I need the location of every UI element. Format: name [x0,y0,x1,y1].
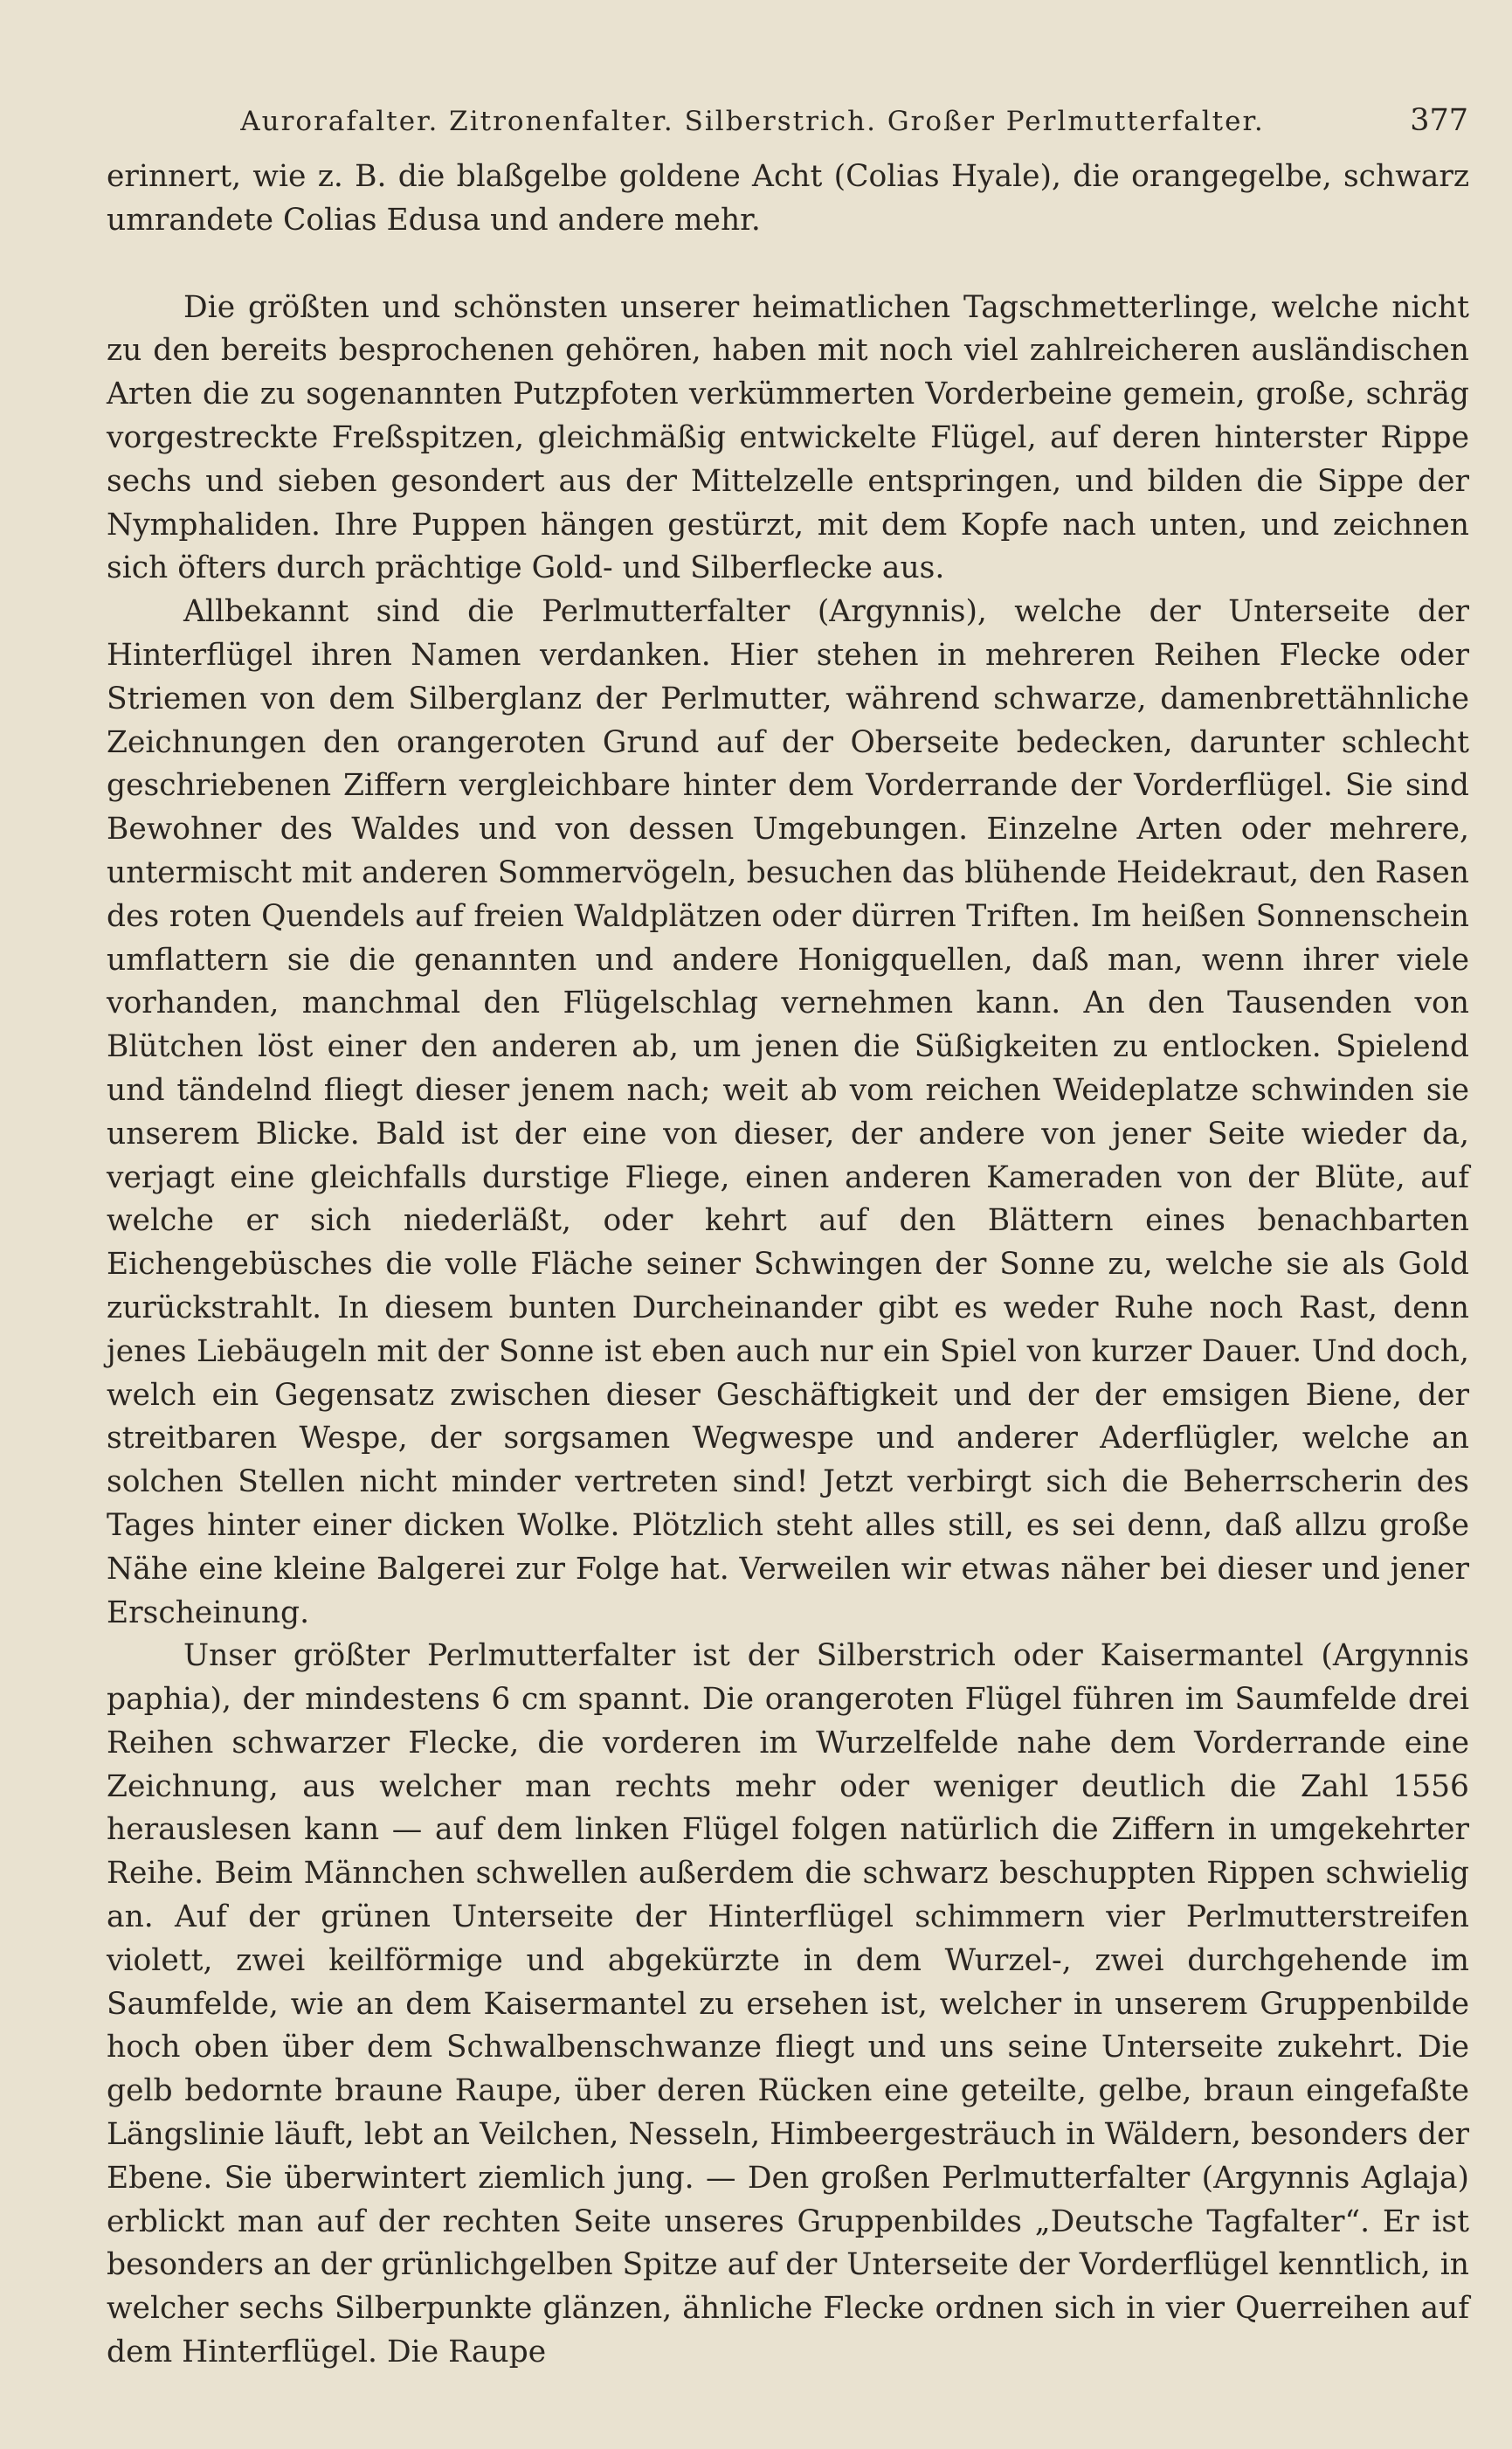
body-text [107,156,1469,2375]
paragraph-continuation: erinnert, wie z. B. die blaßgelbe goldene Acht (Colias Hyale), die orangegelbe, schwarz umrandete Colias Edusa und andere mehr. [107,159,1469,238]
paragraph-perlmutterfalter: Allbekannt sind die Perlmutterfalter (Argynnis), welche der Unterseite der Hinterflügel ihren Namen verdanken. Hier stehen in mehreren Reihen Flecke oder Striemen von dem Silberglanz der Perlmutter, während schwarze, damenbrettähnliche Zeichnungen den orangeroten Grund auf der Oberseite bedecken, darunter schlecht geschriebenen Ziffern vergleichbare hinter dem Vorderrande der Vorderflügel. Sie sind Bewohner des Waldes und von dessen Umgebungen. Einzelne Arten oder mehrere, untermischt mit anderen Sommervögeln, besuchen das blühende Heidekraut, den Rasen des roten Quendels auf freien Waldplätzen oder dürren Triften. Im heißen Sonnenschein umflattern sie die genannten und andere Honigquellen, daß man, wenn ihrer viele vorhanden, manchmal den Flügelschlag vernehmen kann. An den Tausenden von Blütchen löst einer den anderen ab, um jenen die Süßigkeiten zu entlocken. Spielend und tändelnd fliegt dieser jenem nach; weit ab vom reichen Weideplatze schwinden sie unserem Blicke. Bald ist der eine von dieser, der andere von jener Seite wieder da, verjagt eine gleichfalls durstige Fliege, einen anderen Kameraden von der Blüte, auf welche er sich niederläßt, oder kehrt auf den Blättern eines benachbarten Eichengebüsches die volle Fläche seiner Schwingen der Sonne zu, welche sie als Gold zurückstrahlt. In diesem bunten Durcheinander gibt es weder Ruhe noch Rast, denn jenes Liebäugeln mit der Sonne ist eben auch nur ein Spiel von kurzer Dauer. Und doch, welch ein Gegensatz zwischen dieser Geschäftigkeit und der der emsigen Biene, der streitbaren Wespe, der sorgsamen Wegwespe und anderer Aderflügler, welche an solchen Stellen nicht minder vertreten sind! Jetzt verbirgt sich die Beherrscherin des Tages hinter einer dicken Wolke. Plötzlich steht alles still, es sei denn, daß allzu große Nähe eine kleine Balgerei zur Folge hat. Verweilen wir etwas näher bei dieser und jener Erscheinung. [107,594,1469,1630]
running-title: Aurorafalter. Zitronenfalter. Silberstrich. Großer Perlmutterfalter. [240,106,1265,137]
paragraph-nymphaliden: Die größten und schönsten unserer heimatlichen Tagschmetterlinge, welche nicht zu den bereits besprochenen gehören, haben mit noch viel zahlreicheren ausländischen Arten die zu sogenannten Putzpfoten verkümmerten Vorderbeine gemein, große, schräg vorgestreckte Freßspitzen, gleichmäßig entwickelte Flügel, auf deren hinterster Rippe sechs und sieben gesondert aus der Mittelzelle entspringen, und bilden die Sippe der Nymphaliden. Ihre Puppen hängen gestürzt, mit dem Kopfe nach unten, und zeichnen sich öfters durch prächtige Gold- und Silberflecke aus. [107,289,1469,586]
page-number: 377 [1410,103,1468,138]
running-head [107,103,1468,156]
paragraph-silberstrich: Unser größter Perlmutterfalter ist der Silberstrich oder Kaisermantel (Argynnis paphia), der mindestens 6 cm spannt. Die orangeroten Flügel führen im Saumfelde drei Reihen schwarzer Flecke, die vorderen im Wurzelfelde nahe dem Vorderrande eine Zeichnung, aus welcher man rechts mehr oder weniger deutlich die Zahl 1556 herauslesen kann — auf dem linken Flügel folgen natürlich die Ziffern in umgekehrter Reihe. Beim Männchen schwellen außerdem die schwarz beschuppten Rippen schwielig an. Auf der grünen Unterseite der Hinterflügel schimmern vier Perlmutterstreifen violett, zwei keilförmige und abgekürzte in dem Wurzel-, zwei durchgehende im Saumfelde, wie an dem Kaisermantel zu ersehen ist, welcher in unserem Gruppenbilde hoch oben über dem Schwalbenschwanze fliegt und uns seine Unterseite zukehrt. Die gelb bedornte braune Raupe, über deren Rücken eine geteilte, gelbe, braun eingefaßte Längslinie läuft, lebt an Veilchen, Nesseln, Himbeergesträuch in Wäldern, besonders der Ebene. Sie überwintert ziemlich jung. — Den großen Perlmutterfalter (Argynnis Aglaja) erblickt man auf der rechten Seite unseres Gruppenbildes „Deutsche Tagfalter“. Er ist besonders an der grünlichgelben Spitze auf der Unterseite der Vorderflügel kenntlich, in welcher sechs Silberpunkte glänzen, ähnliche Flecke ordnen sich in vier Querreihen auf dem Hinterflügel. Die Raupe [107,1638,1469,2370]
